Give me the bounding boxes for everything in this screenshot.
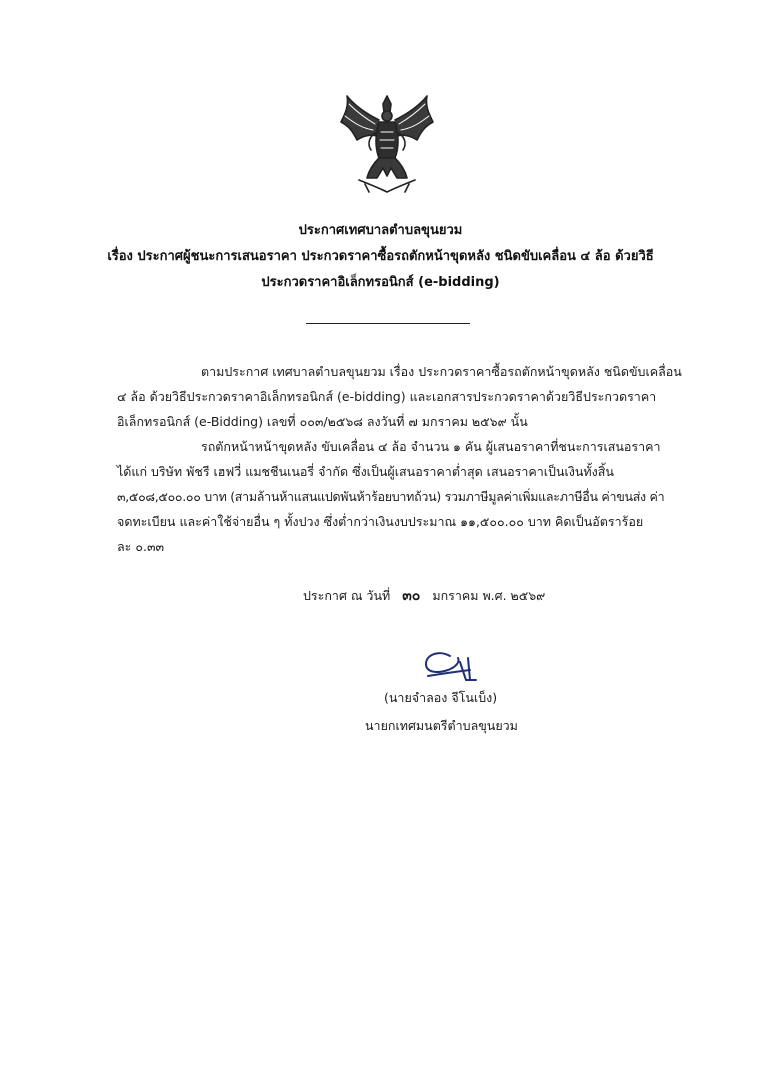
- announce-month-year: มกราคม พ.ศ. ๒๕๖๙: [432, 588, 546, 603]
- subject-line-1: เรื่อง ประกาศผู้ชนะการเสนอราคา ประกวดราคาซื้อรถตักหน้าขุดหลัง ชนิดขับเคลื่อน ๔ ล้อ ด้วยวิธี: [107, 249, 654, 264]
- body-p1-line-3: อิเล็กทรอนิกส์ (e-Bidding) เลขที่ ๐๐๓/๒๕๖๘ ลงวันที่ ๗ มกราคม ๒๕๖๙ นั้น: [117, 414, 528, 429]
- body-p2-line-2: ได้แก่ บริษัท พัชรี เฮฟวี่ แมชชีนเนอรี่ จำกัด ซึ่งเป็นผู้เสนอราคาต่ำสุด เสนอราคาเป็นเงินทั้งสิ้น: [117, 464, 614, 479]
- signatory-position: นายกเทศมนตรีตำบลขุนยวม: [365, 718, 518, 733]
- body-p1-line-2: ๔ ล้อ ด้วยวิธีประกวดราคาอิเล็กทรอนิกส์ (e-bidding) และเอกสารประกวดราคาด้วยวิธีประกวดราคา: [117, 389, 657, 404]
- document-title: ประกาศเทศบาลตำบลขุนยวม: [298, 223, 463, 238]
- body-p1-line-1: ตามประกาศ เทศบาลตำบลขุนยวม เรื่อง ประกวดราคาซื้อรถตักหน้าขุดหลัง ชนิดขับเคลื่อน: [201, 364, 682, 379]
- divider-rule: [306, 323, 470, 324]
- signatory-name: (นายจำลอง จีโนเบ็ง): [384, 690, 498, 705]
- announce-prefix: ประกาศ ณ วันที่: [303, 588, 391, 603]
- garuda-emblem-icon: [339, 92, 435, 196]
- body-p2-line-5: ละ ๐.๓๓: [117, 539, 165, 554]
- body-p2-line-3: ๓,๕๐๘,๕๐๐.๐๐ บาท (สามล้านห้าแสนแปดพันห้าร้อยบาทถ้วน) รวมภาษีมูลค่าเพิ่มและภาษีอื่น ค่าขนส่ง ค่า: [117, 489, 665, 504]
- announce-day: ๓๐: [402, 588, 421, 604]
- signature-mark: [420, 648, 482, 686]
- body-p2-line-4: จดทะเบียน และค่าใช้จ่ายอื่น ๆ ทั้งปวง ซึ่งต่ำกว่าเงินงบประมาณ ๑๑,๕๐๐.๐๐ บาท คิดเป็นอัตราร้อย: [117, 514, 644, 529]
- body-p2-line-1: รถตักหน้าหน้าขุดหลัง ขับเคลื่อน ๔ ล้อ จำนวน ๑ คัน ผู้เสนอราคาที่ชนะการเสนอราคา: [201, 439, 661, 454]
- subject-line-2: ประกวดราคาอิเล็กทรอนิกส์ (e-bidding): [261, 275, 500, 290]
- announce-date: [303, 585, 545, 607]
